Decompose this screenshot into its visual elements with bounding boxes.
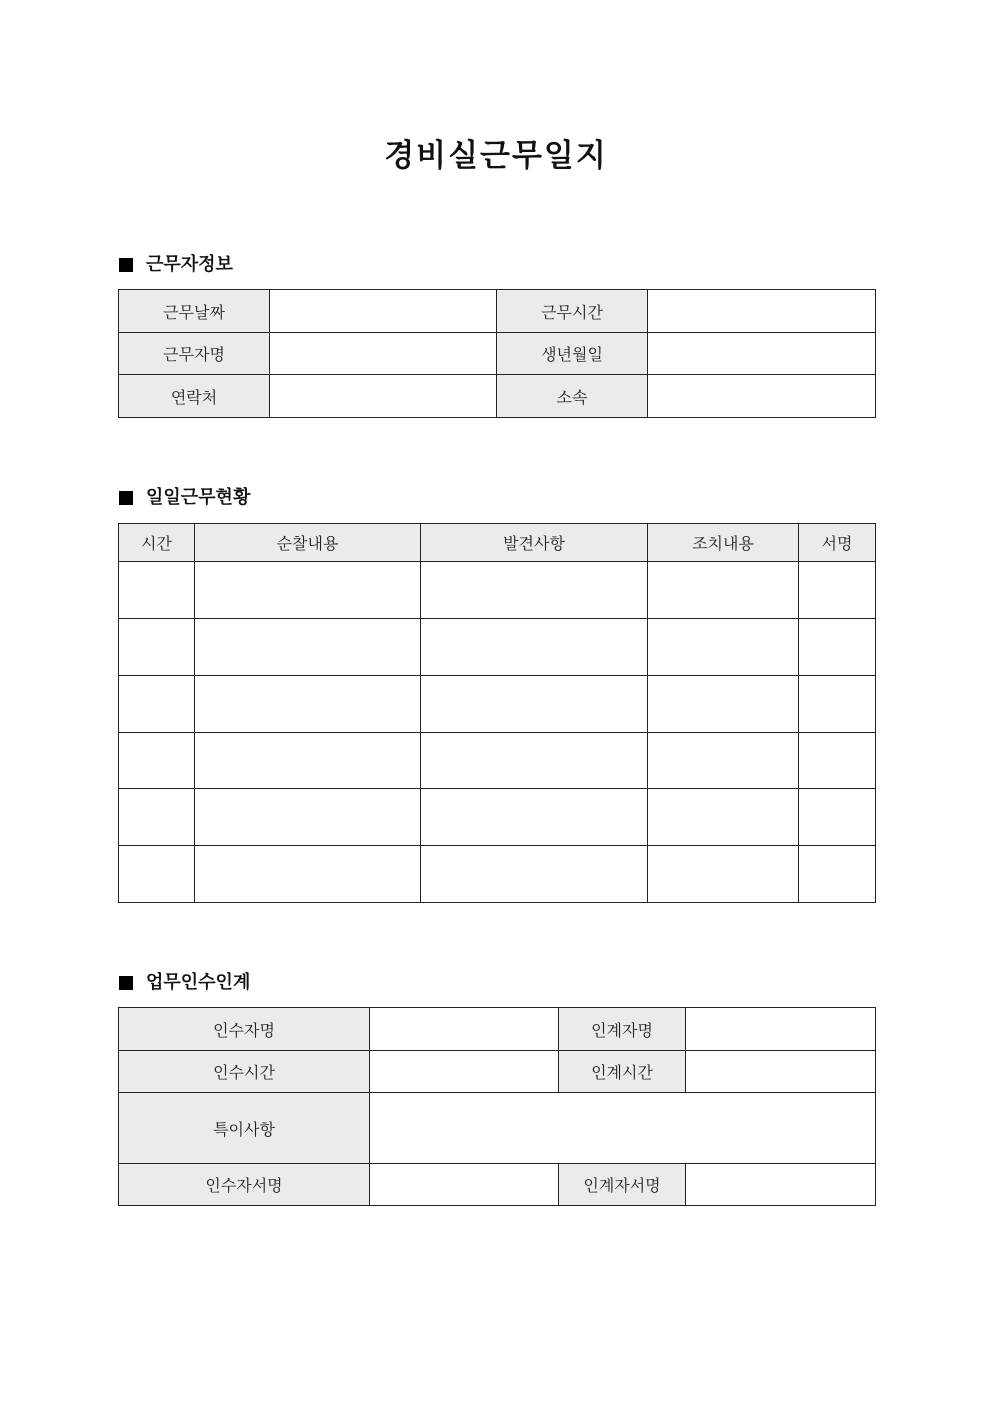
findings-cell[interactable] bbox=[421, 733, 648, 789]
table-row bbox=[119, 1008, 876, 1051]
actions-cell[interactable] bbox=[648, 789, 799, 846]
actions-cell[interactable] bbox=[648, 676, 799, 733]
signature-cell[interactable] bbox=[799, 733, 876, 789]
handover-name-field[interactable] bbox=[686, 1008, 876, 1051]
signature-cell[interactable] bbox=[799, 789, 876, 846]
section-heading-worker-info bbox=[119, 253, 233, 277]
time-cell[interactable] bbox=[119, 676, 195, 733]
handover-signature-field[interactable] bbox=[686, 1164, 876, 1206]
receiver-signature-field[interactable] bbox=[370, 1164, 559, 1206]
receive-time-label: 인수시간 bbox=[119, 1051, 370, 1093]
signature-cell[interactable] bbox=[799, 562, 876, 619]
square-bullet-icon bbox=[119, 491, 133, 505]
worker-info-table bbox=[118, 289, 876, 418]
table-row bbox=[119, 789, 876, 846]
patrol-cell[interactable] bbox=[195, 676, 421, 733]
findings-cell[interactable] bbox=[421, 619, 648, 676]
patrol-cell[interactable] bbox=[195, 619, 421, 676]
section-title: 업무인수인계 bbox=[146, 972, 251, 993]
page-title: 경비실근무일지 bbox=[384, 138, 608, 174]
worker-name-label: 근무자명 bbox=[119, 333, 270, 375]
notes-field[interactable] bbox=[370, 1093, 876, 1164]
birthdate-field[interactable] bbox=[648, 333, 876, 375]
section-heading-daily-work bbox=[119, 486, 250, 510]
handover-time-label: 인계시간 bbox=[559, 1051, 686, 1093]
handover-time-field[interactable] bbox=[686, 1051, 876, 1093]
time-cell[interactable] bbox=[119, 562, 195, 619]
table-header-row bbox=[119, 524, 876, 562]
findings-cell[interactable] bbox=[421, 789, 648, 846]
section-title: 근무자정보 bbox=[146, 254, 233, 275]
time-cell[interactable] bbox=[119, 733, 195, 789]
affiliation-label: 소속 bbox=[497, 375, 648, 418]
birthdate-label: 생년월일 bbox=[497, 333, 648, 375]
time-cell[interactable] bbox=[119, 789, 195, 846]
patrol-cell[interactable] bbox=[195, 733, 421, 789]
table-row bbox=[119, 375, 876, 418]
section-title: 일일근무현황 bbox=[146, 487, 251, 508]
table-row bbox=[119, 1093, 876, 1164]
actions-cell[interactable] bbox=[648, 846, 799, 903]
findings-cell[interactable] bbox=[421, 562, 648, 619]
worker-name-field[interactable] bbox=[270, 333, 497, 375]
handover-table bbox=[118, 1007, 876, 1206]
patrol-cell[interactable] bbox=[195, 846, 421, 903]
actions-cell[interactable] bbox=[648, 619, 799, 676]
actions-cell[interactable] bbox=[648, 562, 799, 619]
table-row bbox=[119, 733, 876, 789]
patrol-cell[interactable] bbox=[195, 789, 421, 846]
table-row bbox=[119, 1051, 876, 1093]
work-hours-label: 근무시간 bbox=[497, 290, 648, 333]
table-row bbox=[119, 290, 876, 333]
column-header-time: 시간 bbox=[119, 524, 195, 562]
column-header-actions: 조치내용 bbox=[648, 524, 799, 562]
section-heading-handover bbox=[119, 971, 250, 995]
column-header-findings: 발견사항 bbox=[421, 524, 648, 562]
square-bullet-icon bbox=[119, 976, 133, 990]
affiliation-field[interactable] bbox=[648, 375, 876, 418]
table-row bbox=[119, 619, 876, 676]
handover-signature-label: 인계자서명 bbox=[559, 1164, 686, 1206]
patrol-cell[interactable] bbox=[195, 562, 421, 619]
actions-cell[interactable] bbox=[648, 733, 799, 789]
table-row bbox=[119, 846, 876, 903]
findings-cell[interactable] bbox=[421, 846, 648, 903]
receive-time-field[interactable] bbox=[370, 1051, 559, 1093]
work-date-label: 근무날짜 bbox=[119, 290, 270, 333]
table-row bbox=[119, 676, 876, 733]
signature-cell[interactable] bbox=[799, 619, 876, 676]
table-row bbox=[119, 1164, 876, 1206]
receiver-name-label: 인수자명 bbox=[119, 1008, 370, 1051]
receiver-name-field[interactable] bbox=[370, 1008, 559, 1051]
work-hours-field[interactable] bbox=[648, 290, 876, 333]
table-row bbox=[119, 562, 876, 619]
daily-work-table bbox=[118, 523, 876, 903]
column-header-signature: 서명 bbox=[799, 524, 876, 562]
receiver-signature-label: 인수자서명 bbox=[119, 1164, 370, 1206]
table-row bbox=[119, 333, 876, 375]
notes-label: 특이사항 bbox=[119, 1093, 370, 1164]
square-bullet-icon bbox=[119, 258, 133, 272]
signature-cell[interactable] bbox=[799, 676, 876, 733]
signature-cell[interactable] bbox=[799, 846, 876, 903]
time-cell[interactable] bbox=[119, 619, 195, 676]
work-date-field[interactable] bbox=[270, 290, 497, 333]
contact-label: 연락처 bbox=[119, 375, 270, 418]
column-header-patrol: 순찰내용 bbox=[195, 524, 421, 562]
time-cell[interactable] bbox=[119, 846, 195, 903]
handover-name-label: 인계자명 bbox=[559, 1008, 686, 1051]
findings-cell[interactable] bbox=[421, 676, 648, 733]
contact-field[interactable] bbox=[270, 375, 497, 418]
